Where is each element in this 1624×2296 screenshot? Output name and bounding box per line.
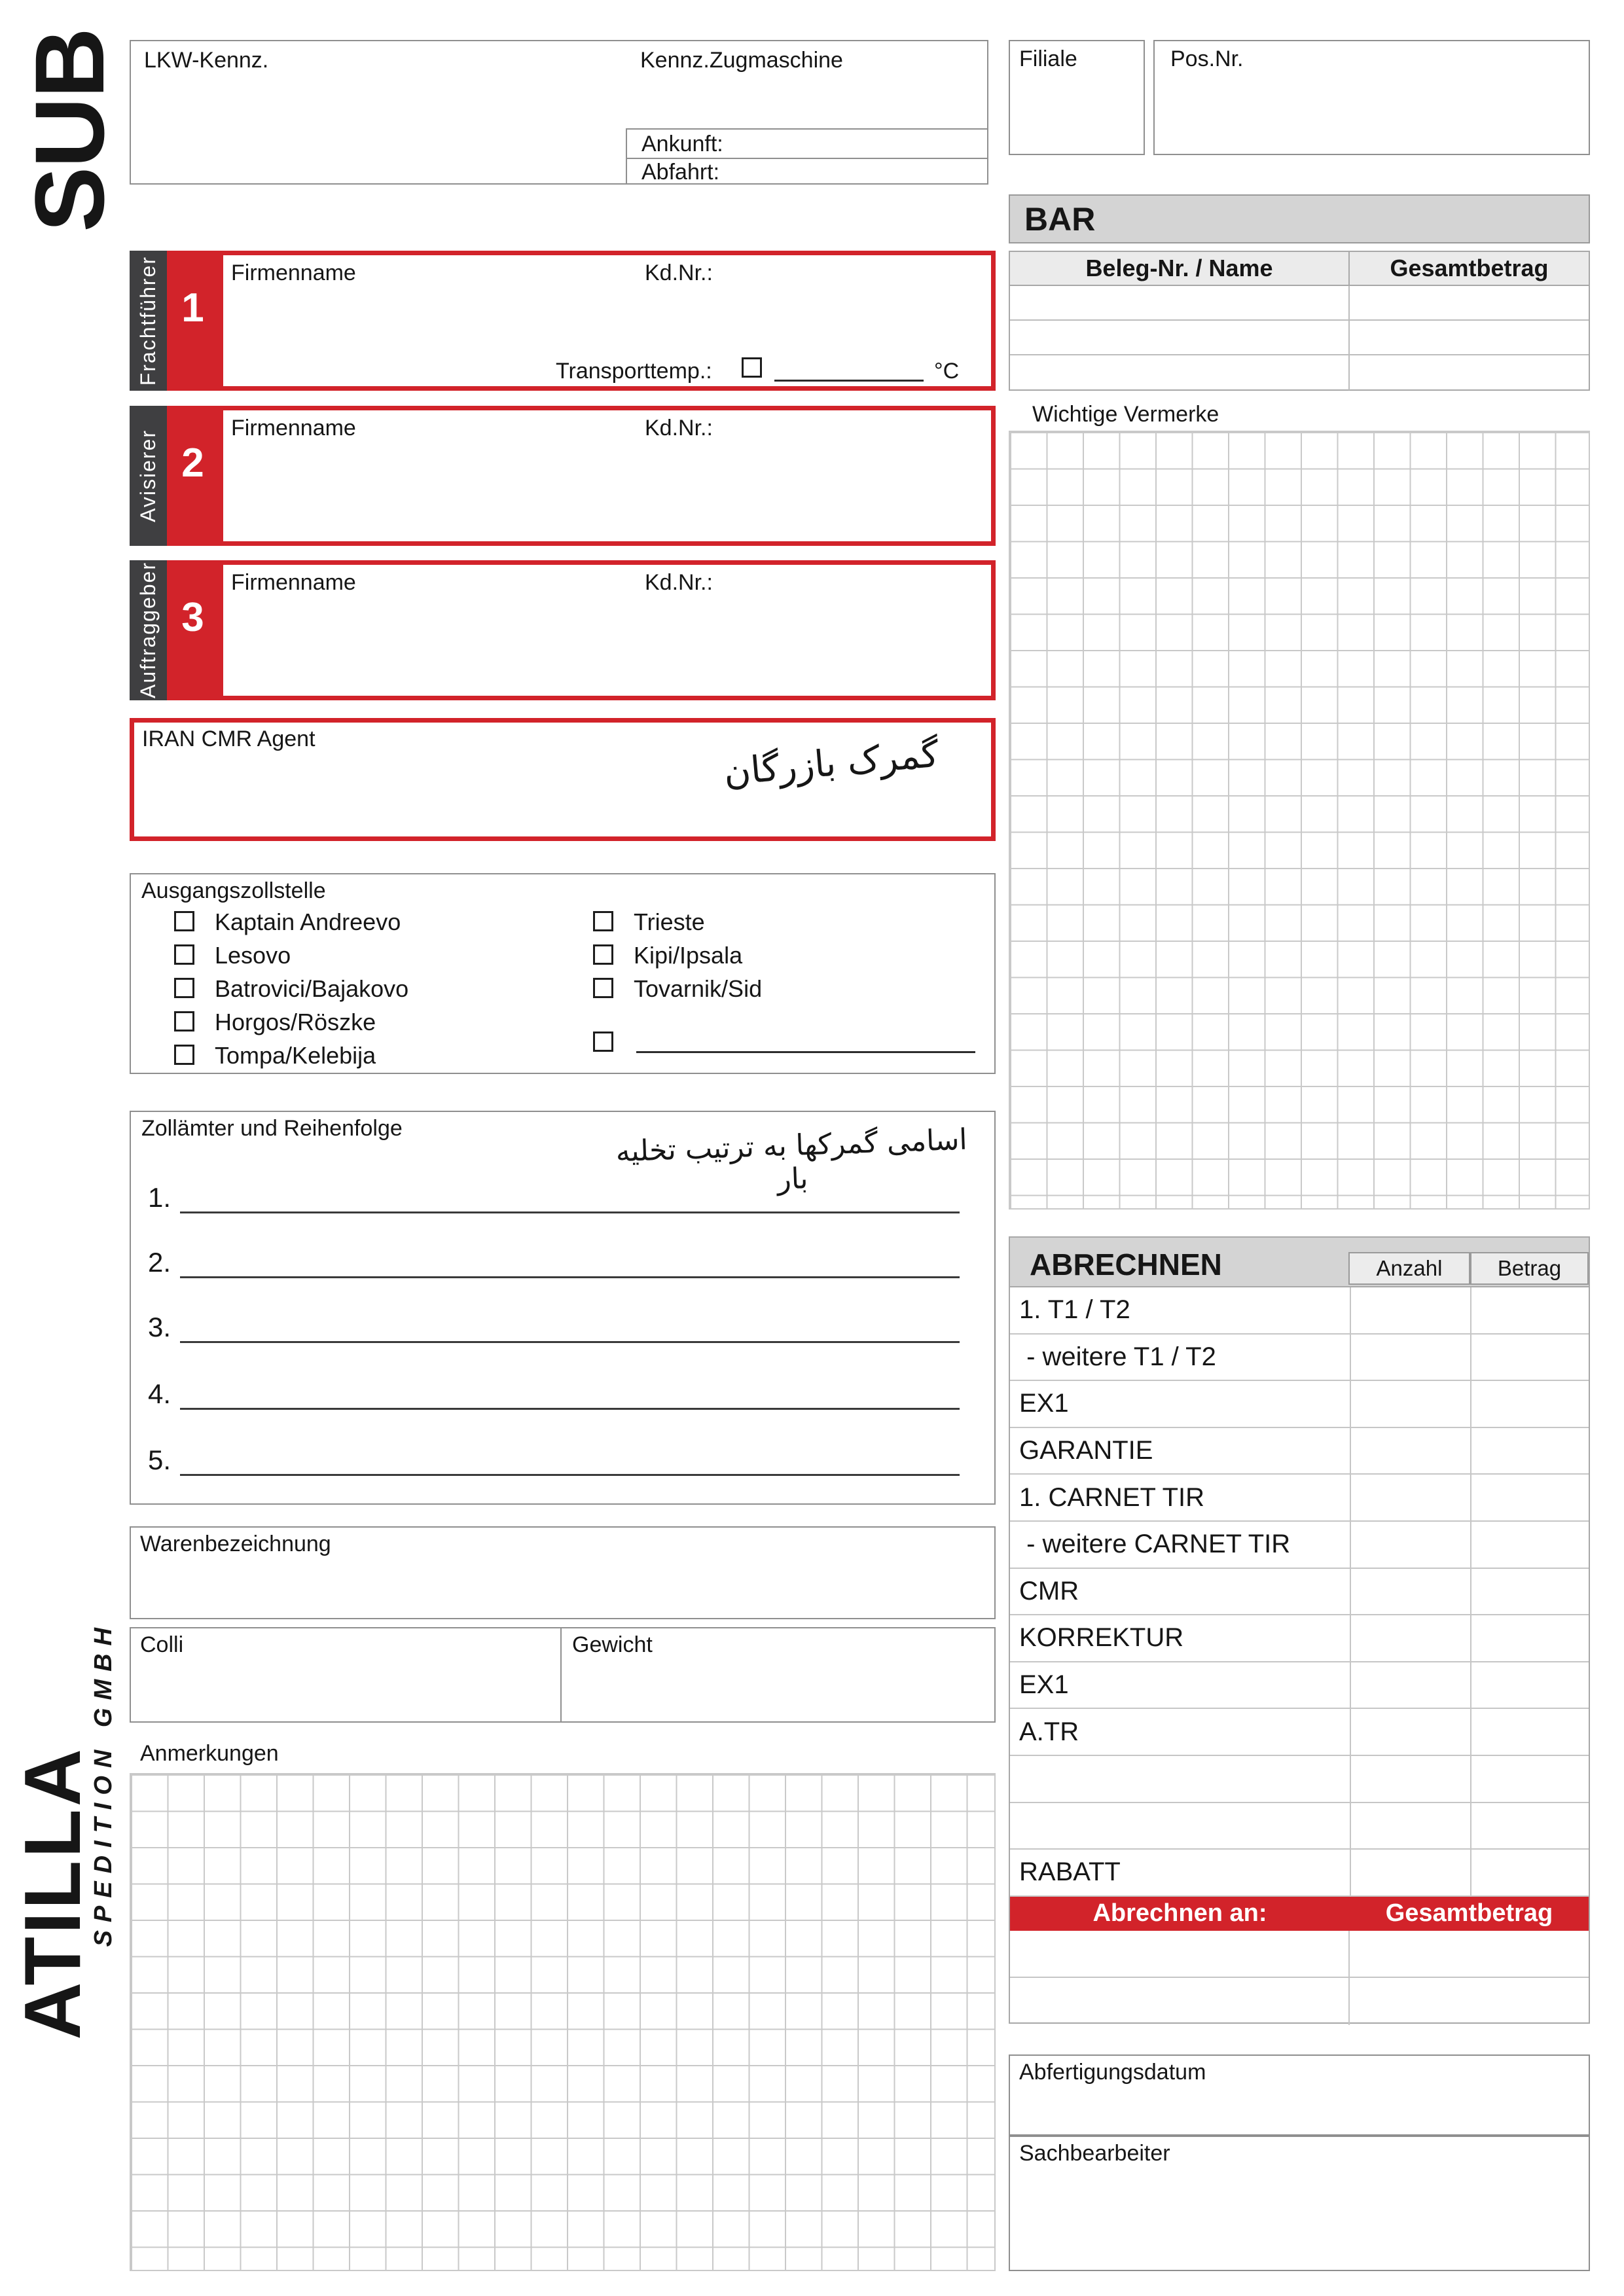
betrag-cell[interactable] [1470,1381,1589,1427]
frachtfuehrer-role-label: Frachtführer [136,255,160,386]
zollamt-line-5[interactable] [180,1444,960,1476]
kdnr-label: Kd.Nr.: [645,260,713,285]
iran-handwriting: گمرک بازرگان [722,732,941,795]
checkbox-lesovo[interactable] [174,944,194,965]
auftraggeber-box[interactable] [219,560,996,700]
warenbezeichnung-box[interactable] [130,1526,996,1619]
betrag-header: Betrag [1470,1252,1589,1285]
vermerke-grid[interactable] [1009,431,1590,1210]
firmenname-label: Firmenname [231,416,356,440]
checkbox-kipi-ipsala[interactable] [593,944,613,965]
anzahl-cell[interactable] [1350,1662,1470,1708]
filiale-box[interactable] [1009,40,1145,155]
abfertigungsdatum-label: Abfertigungsdatum [1019,2060,1206,2085]
iran-cmr-agent-label: IRAN CMR Agent [142,726,316,751]
abrechnen-item-label: CMR [1019,1576,1079,1605]
sub-logo-text: SUB [14,29,124,232]
atilla-logo [8,1746,97,2172]
option-horgos-roeszke: Horgos/Röszke [215,1009,376,1035]
frachtfuehrer-box[interactable] [219,251,996,391]
checkbox-tompa-kelebija[interactable] [174,1045,194,1065]
abrechnen-header [1010,1238,1589,1287]
abrechnen-item-label: RABATT [1019,1857,1121,1887]
anzahl-cell[interactable] [1350,1803,1470,1849]
anzahl-cell[interactable] [1350,1709,1470,1755]
option-kaptain-andreevo: Kaptain Andreevo [215,908,401,935]
abrechnen-total-row [1010,1978,1589,2025]
atilla-logo-text: ATILLA [8,1746,97,2040]
arrival-departure-box[interactable] [626,128,987,183]
zollamt-item [148,1246,960,1278]
abrechnen-row [1010,1803,1589,1850]
firmenname-label: Firmenname [231,570,356,595]
kdnr-label: Kd.Nr.: [645,570,713,595]
abfertigungsdatum-box[interactable] [1009,2054,1590,2136]
abrechnen-item-label [1010,1756,1350,1802]
zollamt-number: 4. [148,1378,171,1409]
option-tovarnik-sid: Tovarnik/Sid [634,975,763,1002]
frachtfuehrer-band [130,251,167,391]
abrechnen-row [1010,1850,1589,1897]
abfahrt-label: Abfahrt: [641,160,720,185]
avisierer-box[interactable] [219,406,996,546]
gesamtbetrag-cell[interactable] [1350,1978,1589,2025]
abrechnen-row [1010,1475,1589,1522]
checkbox-tovarnik-sid[interactable] [593,978,613,998]
number-2: 2 [181,440,204,486]
abrechnen-title: ABRECHNEN [1030,1247,1222,1282]
abrechnen-section [1009,1236,1590,2024]
abrechnen-item-label: A.TR [1019,1717,1079,1746]
option-tompa-kelebija: Tompa/Kelebija [215,1042,376,1069]
abrechnen-item-label: EX1 [1019,1389,1069,1418]
option-kipi-ipsala: Kipi/Ipsala [634,942,743,969]
option-trieste: Trieste [634,908,705,935]
checkbox-horgos-roeszke[interactable] [174,1011,194,1031]
colli-label: Colli [140,1632,184,1657]
celsius-label: °C [934,359,960,384]
betrag-cell[interactable] [1470,1287,1589,1333]
vehicle-info-box[interactable] [130,40,988,185]
kdnr-label: Kd.Nr.: [645,416,713,440]
gesamtbetrag-cell[interactable] [1350,1931,1589,1977]
bar-title-bar [1009,194,1590,243]
number-3: 3 [181,595,204,640]
beleg-name-cell[interactable] [1010,286,1350,319]
abrechnen-row [1010,1662,1589,1710]
abrechnen-total-row [1010,1931,1589,1978]
abrechnen-item-label: GARANTIE [1019,1436,1153,1465]
iran-cmr-agent-box[interactable] [130,718,996,841]
beleg-amount-cell[interactable] [1350,321,1589,354]
anzahl-cell[interactable] [1350,1381,1470,1427]
zollstelle-custom-field[interactable] [636,1024,975,1053]
avisierer-number [167,406,219,546]
gewicht-field[interactable] [562,1628,994,1721]
anzahl-cell[interactable] [1350,1287,1470,1333]
beleg-name-header: Beleg-Nr. / Name [1010,252,1350,285]
sachbearbeiter-label: Sachbearbeiter [1019,2141,1170,2166]
sub-logo [14,29,124,306]
spedition-gmbh-text: SPEDITION GMBH [89,1620,117,1947]
checkbox-custom-zollstelle[interactable] [593,1031,613,1052]
abrechnen-item-label: 1. T1 / T2 [1019,1295,1130,1325]
avisierer-band [130,406,167,546]
abrechnen-row [1010,1287,1589,1335]
abrechnen-item-label: EX1 [1019,1670,1069,1700]
anzahl-cell[interactable] [1350,1475,1470,1520]
abrechnen-row [1010,1335,1589,1382]
abrechnen-an-label: Abrechnen an: [1092,1899,1267,1928]
colli-gewicht-box [130,1627,996,1723]
sachbearbeiter-box[interactable] [1009,2136,1590,2271]
spedition-gmbh-label [88,1620,119,1947]
betrag-cell[interactable] [1470,1335,1589,1380]
auftraggeber-number [167,560,219,700]
zollamt-number: 3. [148,1312,171,1342]
anzahl-cell[interactable] [1350,1850,1470,1895]
option-batrovici-bajakovo: Batrovici/Bajakovo [215,975,409,1002]
abrechnen-item-label: - weitere T1 / T2 [1019,1342,1216,1371]
anzahl-header: Anzahl [1348,1252,1470,1285]
bar-table-row [1010,355,1589,390]
transporttemp-field[interactable] [774,355,924,382]
firmenname-label: Firmenname [231,260,356,285]
abrechnen-item-label: 1. CARNET TIR [1019,1482,1205,1512]
zollamt-item [148,1444,960,1476]
warenbezeichnung-label: Warenbezeichnung [140,1532,331,1556]
zollamt-item [148,1181,960,1213]
bar-table [1009,251,1590,391]
abrechnen-an-bar [1010,1897,1589,1931]
abrechnen-item-label [1010,1803,1350,1849]
ankunft-label: Ankunft: [641,132,723,156]
anmerkungen-label: Anmerkungen [140,1741,279,1766]
auftraggeber-band [130,560,167,700]
abrechnen-an-cell[interactable] [1010,1978,1350,2025]
posnr-label: Pos.Nr. [1170,46,1244,71]
anmerkungen-grid[interactable] [130,1773,996,2271]
zugmaschine-label: Kennz.Zugmaschine [640,48,843,73]
abrechnen-item-label: - weitere CARNET TIR [1019,1530,1291,1559]
zollamt-number: 2. [148,1247,171,1278]
anzahl-cell[interactable] [1350,1569,1470,1615]
zollamt-line-2[interactable] [180,1246,960,1278]
checkbox-trieste[interactable] [593,911,613,931]
betrag-cell[interactable] [1470,1709,1589,1755]
betrag-cell[interactable] [1470,1756,1589,1802]
beleg-amount-cell[interactable] [1350,286,1589,319]
abrechnen-row [1010,1569,1589,1616]
anzahl-cell[interactable] [1350,1335,1470,1380]
frachtfuehrer-number [167,251,219,391]
zollaemter-handwriting: اسامی گمرکها به ترتیب تخلیه بار [615,1122,968,1196]
betrag-cell[interactable] [1470,1850,1589,1895]
vermerke-label: Wichtige Vermerke [1032,402,1219,427]
gesamtbetrag-label: Gesamtbetrag [1385,1899,1553,1928]
filiale-label: Filiale [1019,46,1077,71]
zollamt-number: 1. [148,1182,171,1213]
option-lesovo: Lesovo [215,942,291,969]
transporttemp-checkbox[interactable] [742,357,762,378]
zollamt-item [148,1311,960,1343]
zollamt-line-3[interactable] [180,1311,960,1343]
abrechnen-row [1010,1522,1589,1569]
lkw-kennz-label: LKW-Kennz. [144,48,269,73]
gewicht-label: Gewicht [572,1632,653,1657]
anzahl-cell[interactable] [1350,1428,1470,1474]
zollamt-item [148,1378,960,1410]
beleg-name-cell[interactable] [1010,321,1350,354]
betrag-cell[interactable] [1470,1803,1589,1849]
betrag-cell[interactable] [1470,1428,1589,1474]
anzahl-cell[interactable] [1350,1615,1470,1661]
zollamt-number: 5. [148,1444,171,1475]
checkbox-kaptain-andreevo[interactable] [174,911,194,931]
ausgangszollstelle-box [130,873,996,1074]
betrag-cell[interactable] [1470,1662,1589,1708]
anzahl-cell[interactable] [1350,1522,1470,1568]
abrechnen-item-label: KORREKTUR [1019,1623,1184,1653]
transporttemp-label: Transporttemp.: [556,359,712,384]
anzahl-cell[interactable] [1350,1756,1470,1802]
beleg-amount-cell[interactable] [1350,355,1589,390]
bar-table-row [1010,286,1589,321]
abrechnen-row [1010,1756,1589,1803]
colli-field[interactable] [131,1628,560,1721]
bar-title: BAR [1024,200,1096,238]
abrechnen-row [1010,1428,1589,1475]
posnr-box[interactable] [1153,40,1590,155]
zollamt-line-4[interactable] [180,1378,960,1410]
gesamtbetrag-header: Gesamtbetrag [1390,255,1549,281]
beleg-name-cell[interactable] [1010,355,1350,390]
betrag-cell[interactable] [1470,1475,1589,1520]
avisierer-role-label: Avisierer [136,429,160,522]
betrag-cell[interactable] [1470,1615,1589,1661]
abrechnen-row [1010,1709,1589,1756]
bar-table-row [1010,321,1589,355]
zollaemter-box [130,1111,996,1505]
zollaemter-label: Zollämter und Reihenfolge [141,1116,403,1141]
abrechnen-row [1010,1615,1589,1662]
checkbox-batrovici-bajakovo[interactable] [174,978,194,998]
betrag-cell[interactable] [1470,1569,1589,1615]
zollamt-line-1[interactable] [180,1181,960,1213]
betrag-cell[interactable] [1470,1522,1589,1568]
abrechnen-an-cell[interactable] [1010,1931,1350,1977]
abrechnen-row [1010,1381,1589,1428]
divider [627,158,987,159]
ausgangszollstelle-label: Ausgangszollstelle [141,878,326,903]
auftraggeber-role-label: Auftraggeber [136,562,160,699]
number-1: 1 [181,285,204,331]
